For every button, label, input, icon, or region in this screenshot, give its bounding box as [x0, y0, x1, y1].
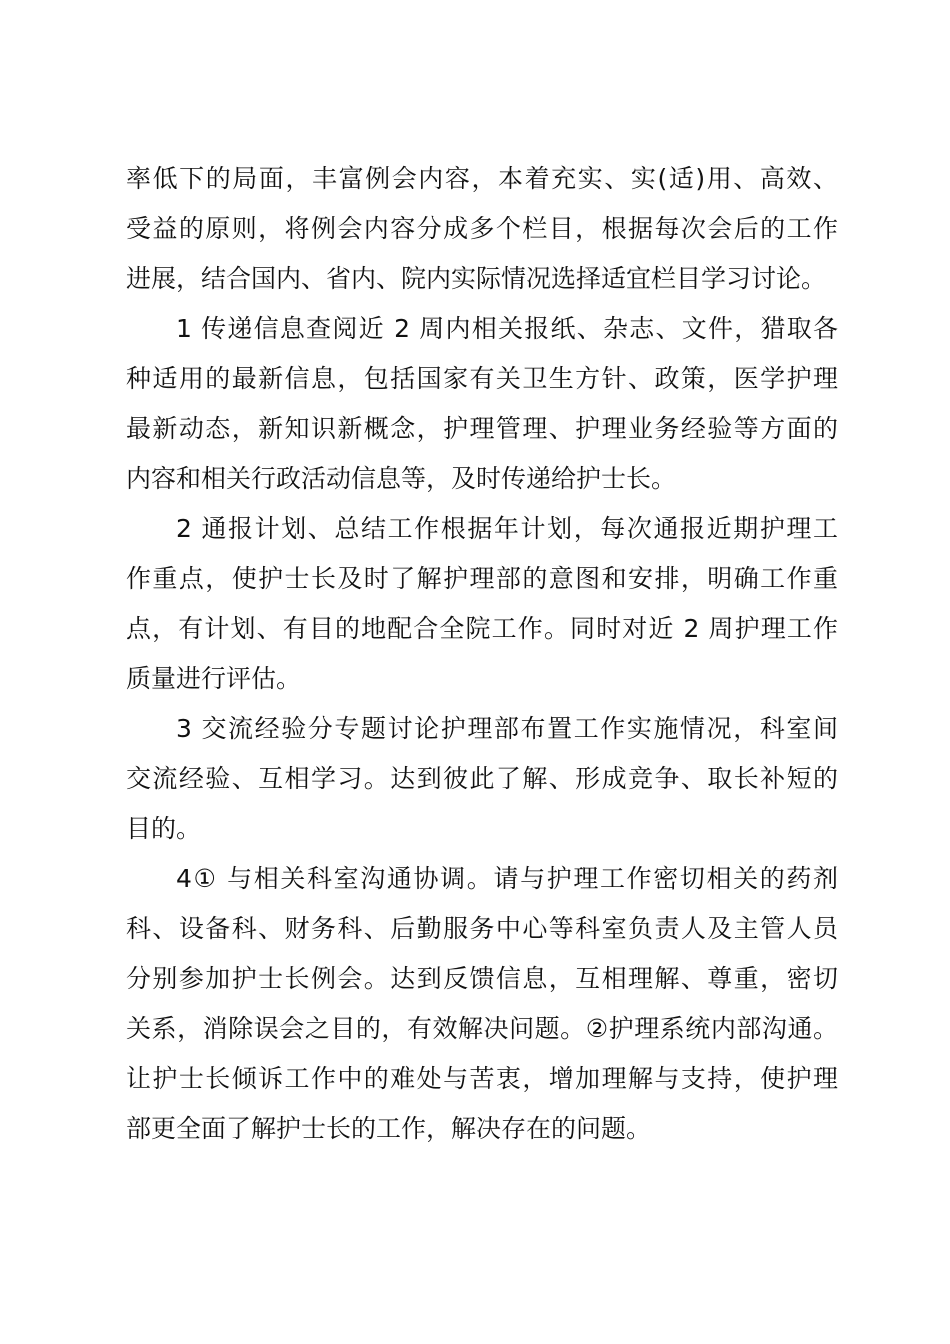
paragraph-continuation: [126, 154, 838, 304]
text-line: 分别参加护士长例会。达到反馈信息，互相理解、尊重，密切: [126, 964, 838, 993]
text-line: 质量进行评估。: [126, 664, 302, 693]
text-line: 科、设备科、财务科、后勤服务中心等科室负责人及主管人员: [126, 914, 838, 943]
text-line: 让护士长倾诉工作中的难处与苦衷，增加理解与支持，使护理: [126, 1064, 838, 1093]
text-line: 受益的原则，将例会内容分成多个栏目，根据每次会后的工作: [126, 214, 838, 243]
paragraph-3-exchange-experience: [126, 704, 838, 854]
text-line: 交流经验、互相学习。达到彼此了解、形成竞争、取长补短的: [126, 764, 838, 793]
text-line: 率低下的局面，丰富例会内容，本着充实、实(适)用、高效、: [126, 164, 838, 193]
text-line: 作重点，使护士长及时了解护理部的意图和安排，明确工作重: [126, 564, 838, 593]
text-line: 2 通报计划、总结工作根据年计划，每次通报近期护理工: [176, 514, 838, 543]
text-line: 目的。: [126, 814, 202, 843]
text-line: 内容和相关行政活动信息等，及时传递给护士长。: [126, 464, 677, 493]
text-line: 进展，结合国内、省内、院内实际情况选择适宜栏目学习讨论。: [126, 264, 827, 293]
text-line: 4① 与相关科室沟通协调。请与护理工作密切相关的药剂: [176, 864, 838, 893]
paragraph-4-communication: [126, 854, 838, 1154]
document-body: [126, 154, 838, 1154]
text-line: 部更全面了解护士长的工作，解决存在的问题。: [126, 1114, 652, 1143]
text-line: 点，有计划、有目的地配合全院工作。同时对近 2 周护理工作: [126, 614, 838, 643]
text-line: 3 交流经验分专题讨论护理部布置工作实施情况，科室间: [176, 714, 838, 743]
paragraph-2-report-plan: [126, 504, 838, 704]
text-line: 种适用的最新信息，包括国家有关卫生方针、政策，医学护理: [126, 364, 838, 393]
text-line: 关系，消除误会之目的，有效解决问题。②护理系统内部沟通。: [126, 1014, 838, 1043]
text-line: 最新动态，新知识新概念，护理管理、护理业务经验等方面的: [126, 414, 838, 443]
paragraph-1-transmit-info: [126, 304, 838, 504]
text-line: 1 传递信息查阅近 2 周内相关报纸、杂志、文件，猎取各: [176, 314, 838, 343]
